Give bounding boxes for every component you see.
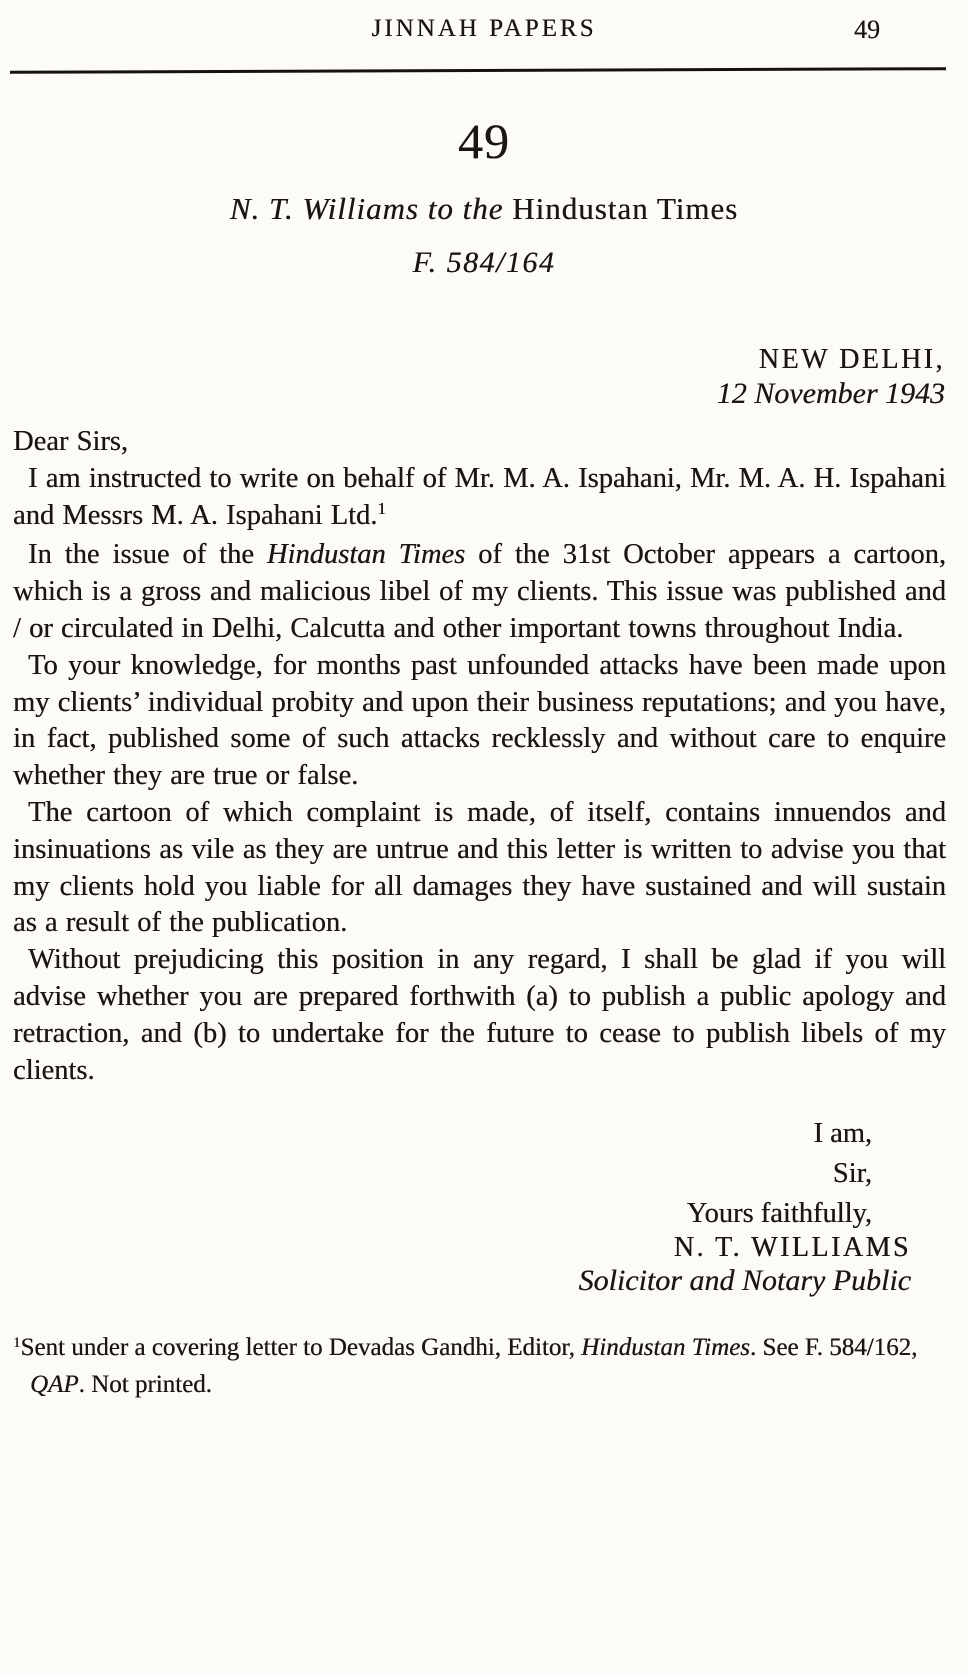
paragraph [13, 537, 946, 647]
running-header-title: JINNAH PAPERS [371, 15, 597, 42]
text-run: Sent under a covering letter to Devadas Gandhi, Editor, [20, 1334, 582, 1361]
dateline [717, 343, 945, 411]
footnote-marker: 1 [13, 1334, 21, 1351]
text-run: Hindustan Times [581, 1334, 750, 1361]
closing-line-i-am: I am, [813, 1118, 872, 1149]
document-number: 49 [458, 113, 510, 169]
closing-line-yours-faithfully: Yours faithfully, [686, 1198, 872, 1229]
signature-block [579, 1232, 911, 1298]
text-run: To your knowledge, for months past unfounded attacks have been made upon my clients’ individual probity and upon their business reputations; and you have, in fact, published some of such attacks recklessly and without care to enquire whether they are true or false. [13, 649, 946, 792]
paragraph [13, 648, 946, 795]
text-run: Hindustan Times [266, 539, 466, 571]
text-run: Without prejudicing this position in any regard, I shall be glad if you will advise whether you are prepared forthwith (a) to publish a public apology and retraction, and (b) to undertake for the future to cease to publish libels of my clients. [13, 944, 946, 1086]
place-line: NEW DELHI, [758, 344, 945, 375]
paragraph [13, 461, 946, 538]
file-reference: F. 584/164 [412, 246, 556, 279]
page-number: 49 [854, 15, 880, 44]
salutation: Dear Sirs, [13, 426, 128, 457]
letter-body [13, 424, 946, 1089]
header-divider-rule [10, 67, 946, 74]
text-run: In the issue of the [28, 539, 267, 571]
paragraph [13, 942, 946, 1089]
text-run: . See F. 584/162, [749, 1334, 918, 1361]
footnote-marker: 1 [377, 499, 386, 519]
closing-block [687, 1114, 872, 1234]
text-run: . Not printed. [78, 1371, 212, 1398]
running-header [0, 14, 968, 44]
paragraph [13, 795, 946, 942]
text-run: of the 31st October appears a cartoon, which is a gross and malicious libel of my clients. This issue was published and / or circulated in Delhi, Calcutta and other important towns throughout India. [13, 539, 947, 644]
signature-role: Solicitor and Notary Public [578, 1264, 911, 1297]
document-title-recipient: Hindustan Times [512, 191, 739, 226]
signature-name: N. T. WILLIAMS [673, 1232, 911, 1263]
document-title [0, 190, 968, 228]
footnote-line-1 [13, 1331, 965, 1368]
footnote [13, 1331, 965, 1401]
text-run: I am instructed to write on behalf of Mr. M. A. Ispahani, Mr. M. A. H. Ispahani and Messrs M. A. Ispahani Ltd. [13, 462, 946, 531]
footnote-line-2 [13, 1368, 965, 1401]
text-run: QAP [30, 1371, 79, 1398]
letter-paragraphs [13, 461, 946, 1090]
document-title-sender: N. T. Williams to the [229, 191, 513, 226]
date-line: 12 November 1943 [716, 377, 945, 410]
closing-line-sir: Sir, [832, 1158, 872, 1189]
text-run: The cartoon of which complaint is made, of itself, contains innuendos and insinuations as vile as they are untrue and this letter is written to advise you that my clients hold you liable for all damages they have sustained and will sustain as a result of the publication. [13, 796, 946, 939]
